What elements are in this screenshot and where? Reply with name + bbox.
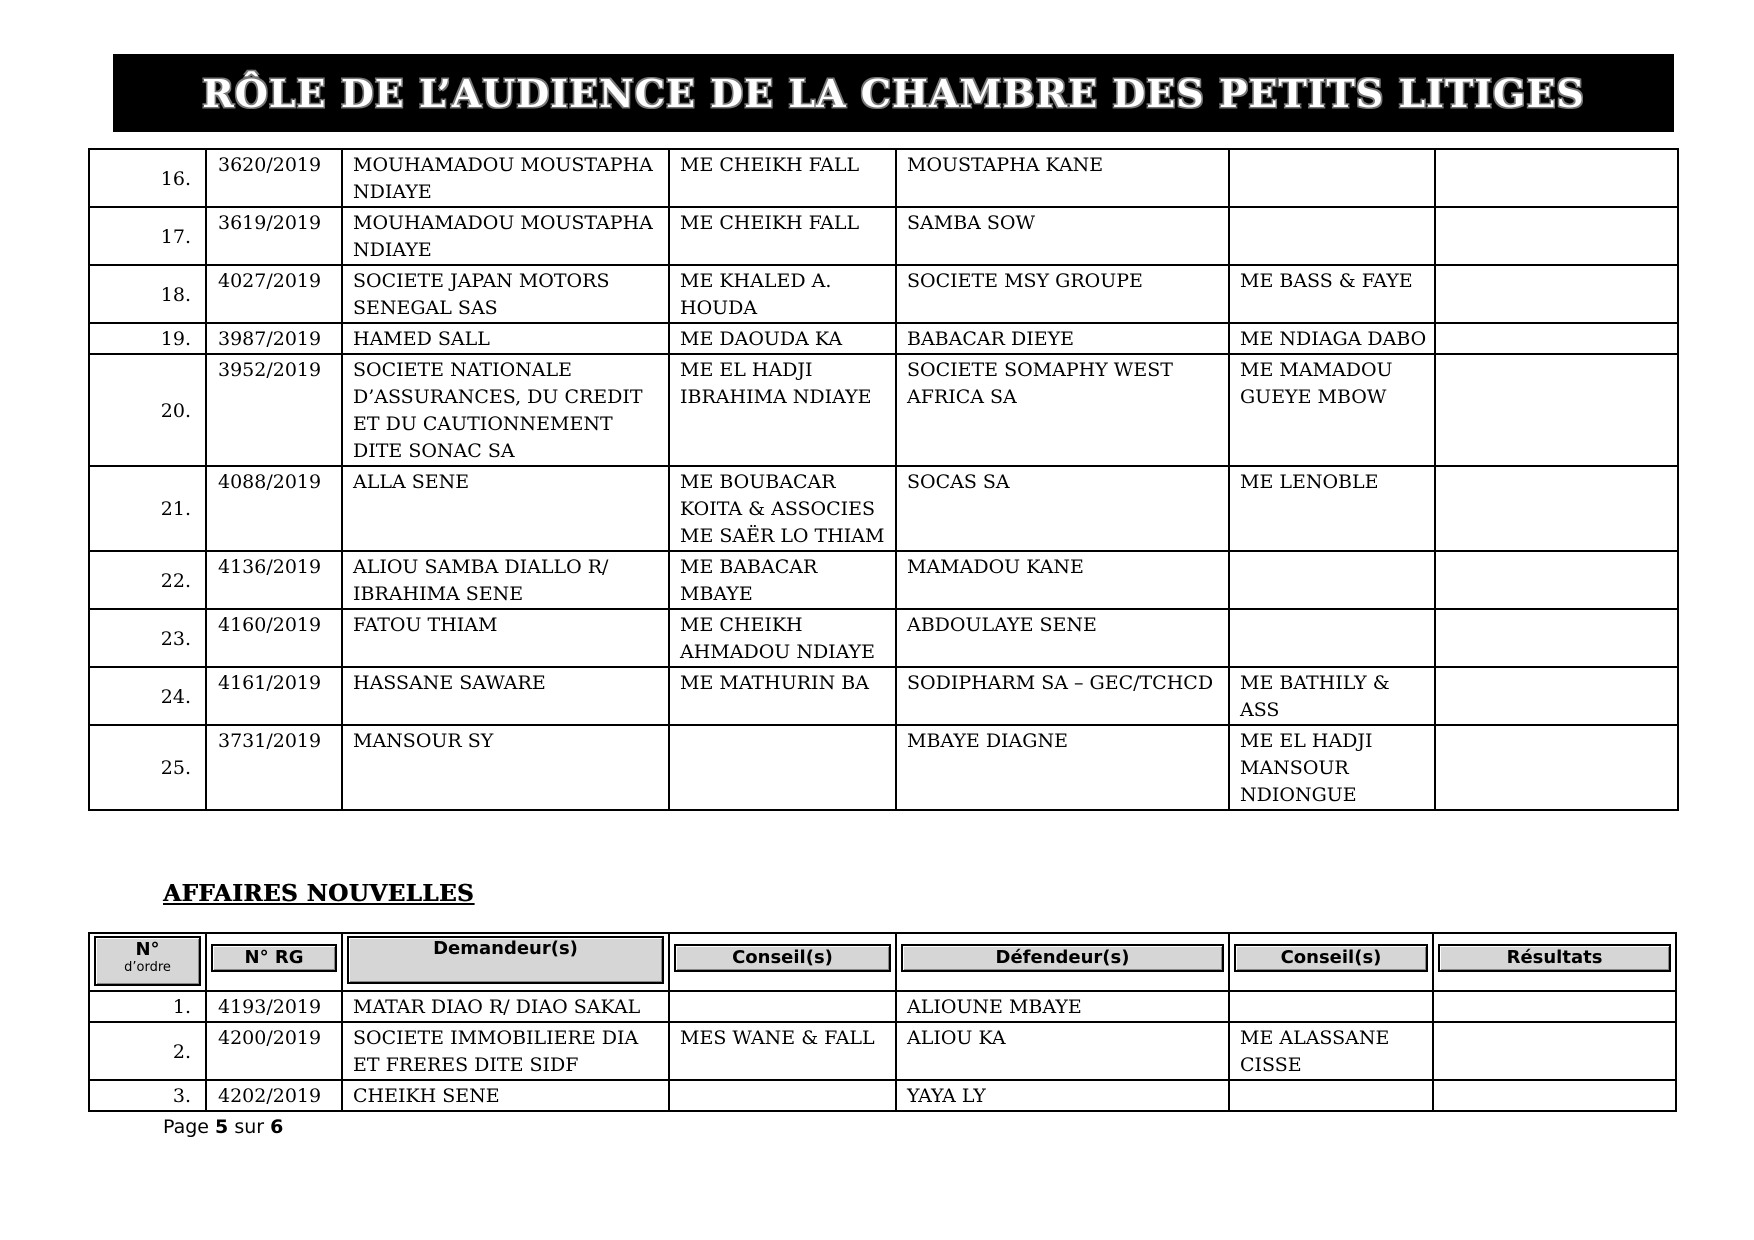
table-row xyxy=(89,667,1678,725)
cell-demandeur xyxy=(342,265,669,323)
cell-resultats xyxy=(1433,1080,1676,1111)
cell-line: ME NDIAGA DABO xyxy=(1240,328,1427,350)
table-row xyxy=(89,149,1678,207)
cell-conseil-def xyxy=(1229,551,1435,609)
cell-line: ME CHEIKH xyxy=(680,614,803,636)
cell-line: AFRICA SA xyxy=(907,386,1017,408)
table-row xyxy=(89,551,1678,609)
cell-defendeur xyxy=(896,609,1229,667)
header-cell-rg xyxy=(206,933,342,991)
cell-order-number: 17. xyxy=(89,207,206,265)
header-label-ordre xyxy=(94,936,201,986)
footer-page-current: 5 xyxy=(215,1116,229,1138)
cell-line: SOCIETE NATIONALE xyxy=(353,359,572,381)
cell-conseil-def xyxy=(1229,207,1435,265)
cell-defendeur xyxy=(896,1022,1229,1080)
cell-resultats xyxy=(1435,466,1678,551)
cell-line: SOCAS SA xyxy=(907,471,1010,493)
table-row xyxy=(89,725,1678,810)
cell-rg-number: 4202/2019 xyxy=(206,1080,342,1111)
cell-line: SODIPHARM SA – GEC/TCHCD xyxy=(907,672,1214,694)
cell-defendeur xyxy=(896,149,1229,207)
cell-line: ME MAMADOU xyxy=(1240,359,1393,381)
title-banner xyxy=(113,54,1674,132)
header-cell-resultats xyxy=(1433,933,1676,991)
cell-order-number: 18. xyxy=(89,265,206,323)
cell-order-number: 3. xyxy=(89,1080,206,1111)
cell-order-number: 1. xyxy=(89,991,206,1022)
cell-demandeur xyxy=(342,667,669,725)
cell-demandeur xyxy=(342,466,669,551)
cell-line: MOUSTAPHA KANE xyxy=(907,154,1104,176)
new-cases-table xyxy=(88,932,1677,1112)
cell-conseil-def xyxy=(1229,354,1435,466)
cell-line: ME EL HADJI xyxy=(1240,730,1373,752)
cell-line: MBAYE xyxy=(680,583,753,605)
cell-line: SOCIETE JAPAN MOTORS xyxy=(353,270,610,292)
cell-line: ASS xyxy=(1240,699,1280,721)
cell-rg-number: 4193/2019 xyxy=(206,991,342,1022)
cell-resultats xyxy=(1435,667,1678,725)
page-title: RÔLE DE L’AUDIENCE DE LA CHAMBRE DES PETITS LITIGES xyxy=(202,70,1585,116)
cell-demandeur xyxy=(342,991,669,1022)
cell-line: ALIOU KA xyxy=(907,1027,1006,1049)
header-cell-defendeur xyxy=(896,933,1229,991)
cell-resultats xyxy=(1435,609,1678,667)
cell-resultats xyxy=(1433,991,1676,1022)
table-header-row xyxy=(89,933,1676,991)
cell-line: HAMED SALL xyxy=(353,328,490,350)
cell-conseil-dem xyxy=(669,551,896,609)
cell-order-number: 20. xyxy=(89,354,206,466)
cell-conseil-dem xyxy=(669,149,896,207)
cell-line: SOCIETE SOMAPHY WEST xyxy=(907,359,1173,381)
cell-conseil-def xyxy=(1229,265,1435,323)
footer-page-total: 6 xyxy=(270,1116,284,1138)
cell-line: ME BABACAR xyxy=(680,556,818,578)
cell-rg-number: 4161/2019 xyxy=(206,667,342,725)
cell-line: MES WANE & FALL xyxy=(680,1027,875,1049)
cell-conseil-dem xyxy=(669,1080,896,1111)
cell-resultats xyxy=(1435,725,1678,810)
cell-line: ALIOU SAMBA DIALLO R/ xyxy=(353,556,609,578)
cell-line: MOUHAMADOU MOUSTAPHA xyxy=(353,212,653,234)
cell-resultats xyxy=(1435,207,1678,265)
cell-conseil-def xyxy=(1229,1022,1433,1080)
cell-line: ALLA SENE xyxy=(353,471,470,493)
cell-rg-number: 3731/2019 xyxy=(206,725,342,810)
header-cell-ordre xyxy=(89,933,206,991)
cell-conseil-dem xyxy=(669,323,896,354)
page-footer xyxy=(163,1116,283,1138)
cell-order-number: 22. xyxy=(89,551,206,609)
cell-line: D’ASSURANCES, DU CREDIT xyxy=(353,386,643,408)
cell-line: IBRAHIMA NDIAYE xyxy=(680,386,872,408)
header-label-resultats: Résultats xyxy=(1438,944,1671,972)
table-row xyxy=(89,1022,1676,1080)
cell-line: CHEIKH SENE xyxy=(353,1085,500,1107)
cell-resultats xyxy=(1435,149,1678,207)
cell-demandeur xyxy=(342,725,669,810)
cell-conseil-dem xyxy=(669,265,896,323)
cases-table-body xyxy=(89,149,1678,810)
new-cases-table-body xyxy=(89,933,1676,1111)
cell-conseil-def xyxy=(1229,609,1435,667)
header-cell-conseil-def xyxy=(1229,933,1433,991)
cell-line: ALIOUNE MBAYE xyxy=(907,996,1082,1018)
cell-order-number: 21. xyxy=(89,466,206,551)
cell-line: ET FRERES DITE SIDF xyxy=(353,1054,579,1076)
cell-line: SOCIETE IMMOBILIERE DIA xyxy=(353,1027,639,1049)
cell-line: ME BOUBACAR xyxy=(680,471,836,493)
cell-line: NDIONGUE xyxy=(1240,784,1357,806)
cell-rg-number: 4027/2019 xyxy=(206,265,342,323)
header-label-conseil-def: Conseil(s) xyxy=(1234,944,1428,972)
cell-defendeur xyxy=(896,667,1229,725)
cell-line: MOUHAMADOU MOUSTAPHA xyxy=(353,154,653,176)
cell-line: HOUDA xyxy=(680,297,758,319)
cell-defendeur xyxy=(896,466,1229,551)
table-row xyxy=(89,323,1678,354)
cell-resultats xyxy=(1435,354,1678,466)
section-heading-affaires-nouvelles: AFFAIRES NOUVELLES xyxy=(163,880,474,907)
cell-conseil-dem xyxy=(669,207,896,265)
cell-rg-number: 4200/2019 xyxy=(206,1022,342,1080)
table-row xyxy=(89,991,1676,1022)
cell-resultats xyxy=(1435,265,1678,323)
cell-line: NDIAYE xyxy=(353,181,432,203)
header-label-defendeur: Défendeur(s) xyxy=(901,944,1224,972)
cell-demandeur xyxy=(342,354,669,466)
cell-demandeur xyxy=(342,323,669,354)
cell-rg-number: 4088/2019 xyxy=(206,466,342,551)
cell-resultats xyxy=(1433,1022,1676,1080)
cell-line: ME SAËR LO THIAM xyxy=(680,525,885,547)
cell-line: IBRAHIMA SENE xyxy=(353,583,524,605)
table-row xyxy=(89,207,1678,265)
cell-defendeur xyxy=(896,323,1229,354)
cell-demandeur xyxy=(342,149,669,207)
cell-line: HASSANE SAWARE xyxy=(353,672,546,694)
cell-order-number: 16. xyxy=(89,149,206,207)
cell-demandeur xyxy=(342,609,669,667)
header-ordre-top: N° xyxy=(135,939,160,960)
table-row xyxy=(89,265,1678,323)
cell-line: ME KHALED A. xyxy=(680,270,832,292)
cell-demandeur xyxy=(342,1022,669,1080)
cell-line: ME CHEIKH FALL xyxy=(680,154,860,176)
header-cell-conseil-dem xyxy=(669,933,896,991)
cell-line: NDIAYE xyxy=(353,239,432,261)
cell-conseil-def xyxy=(1229,1080,1433,1111)
header-ordre-sub: d’ordre xyxy=(124,960,171,975)
cell-line: ME ALASSANE xyxy=(1240,1027,1390,1049)
cell-order-number: 19. xyxy=(89,323,206,354)
footer-of-word: sur xyxy=(234,1116,265,1138)
cell-line: CISSE xyxy=(1240,1054,1302,1076)
cell-line: ME LENOBLE xyxy=(1240,471,1379,493)
cell-resultats xyxy=(1435,551,1678,609)
cell-conseil-dem xyxy=(669,725,896,810)
cell-rg-number: 3987/2019 xyxy=(206,323,342,354)
cell-line: MANSOUR SY xyxy=(353,730,494,752)
cell-conseil-def xyxy=(1229,667,1435,725)
cell-line: GUEYE MBOW xyxy=(1240,386,1387,408)
cell-line: AHMADOU NDIAYE xyxy=(680,641,876,663)
cell-demandeur xyxy=(342,207,669,265)
cell-line: ME CHEIKH FALL xyxy=(680,212,860,234)
cell-conseil-def xyxy=(1229,991,1433,1022)
header-label-demandeur: Demandeur(s) xyxy=(347,936,664,984)
cell-defendeur xyxy=(896,265,1229,323)
cases-table-continued xyxy=(88,148,1679,811)
cell-conseil-dem xyxy=(669,1022,896,1080)
cell-defendeur xyxy=(896,354,1229,466)
cell-conseil-def xyxy=(1229,149,1435,207)
cell-defendeur xyxy=(896,991,1229,1022)
cell-order-number: 23. xyxy=(89,609,206,667)
cell-line: BABACAR DIEYE xyxy=(907,328,1074,350)
cell-defendeur xyxy=(896,551,1229,609)
cell-order-number: 24. xyxy=(89,667,206,725)
cell-line: KOITA & ASSOCIES xyxy=(680,498,876,520)
cell-demandeur xyxy=(342,551,669,609)
cell-defendeur xyxy=(896,725,1229,810)
cell-conseil-dem xyxy=(669,354,896,466)
cell-order-number: 25. xyxy=(89,725,206,810)
cell-line: MAMADOU KANE xyxy=(907,556,1084,578)
table-row xyxy=(89,466,1678,551)
cell-conseil-def xyxy=(1229,323,1435,354)
cell-rg-number: 4136/2019 xyxy=(206,551,342,609)
cell-line: MATAR DIAO R/ DIAO SAKAL xyxy=(353,996,641,1018)
cell-line: ME BATHILY & xyxy=(1240,672,1390,694)
cell-defendeur xyxy=(896,207,1229,265)
header-label-conseil-dem: Conseil(s) xyxy=(674,944,891,972)
table-row xyxy=(89,1080,1676,1111)
cell-defendeur xyxy=(896,1080,1229,1111)
cell-line: ET DU CAUTIONNEMENT xyxy=(353,413,613,435)
cell-rg-number: 3619/2019 xyxy=(206,207,342,265)
cell-line: FATOU THIAM xyxy=(353,614,498,636)
cell-demandeur xyxy=(342,1080,669,1111)
cell-line: SAMBA SOW xyxy=(907,212,1036,234)
cell-line: ME MATHURIN BA xyxy=(680,672,869,694)
cell-line: ME EL HADJI xyxy=(680,359,813,381)
footer-page-word: Page xyxy=(163,1116,209,1138)
cell-rg-number: 3620/2019 xyxy=(206,149,342,207)
cell-order-number: 2. xyxy=(89,1022,206,1080)
cell-conseil-dem xyxy=(669,466,896,551)
cell-line: DITE SONAC SA xyxy=(353,440,515,462)
cell-line: ME DAOUDA KA xyxy=(680,328,843,350)
cell-rg-number: 3952/2019 xyxy=(206,354,342,466)
header-label-rg: N° RG xyxy=(211,944,337,972)
cell-line: MANSOUR xyxy=(1240,757,1349,779)
cell-line: SOCIETE MSY GROUPE xyxy=(907,270,1143,292)
table-row xyxy=(89,609,1678,667)
cell-resultats xyxy=(1435,323,1678,354)
cell-conseil-def xyxy=(1229,725,1435,810)
cell-conseil-dem xyxy=(669,991,896,1022)
cell-conseil-def xyxy=(1229,466,1435,551)
cell-conseil-dem xyxy=(669,609,896,667)
cell-conseil-dem xyxy=(669,667,896,725)
cell-line: YAYA LY xyxy=(907,1085,986,1107)
cell-line: SENEGAL SAS xyxy=(353,297,498,319)
cell-line: ABDOULAYE SENE xyxy=(907,614,1097,636)
header-cell-demandeur xyxy=(342,933,669,991)
table-row xyxy=(89,354,1678,466)
cell-rg-number: 4160/2019 xyxy=(206,609,342,667)
cell-line: ME BASS & FAYE xyxy=(1240,270,1413,292)
cell-line: MBAYE DIAGNE xyxy=(907,730,1068,752)
